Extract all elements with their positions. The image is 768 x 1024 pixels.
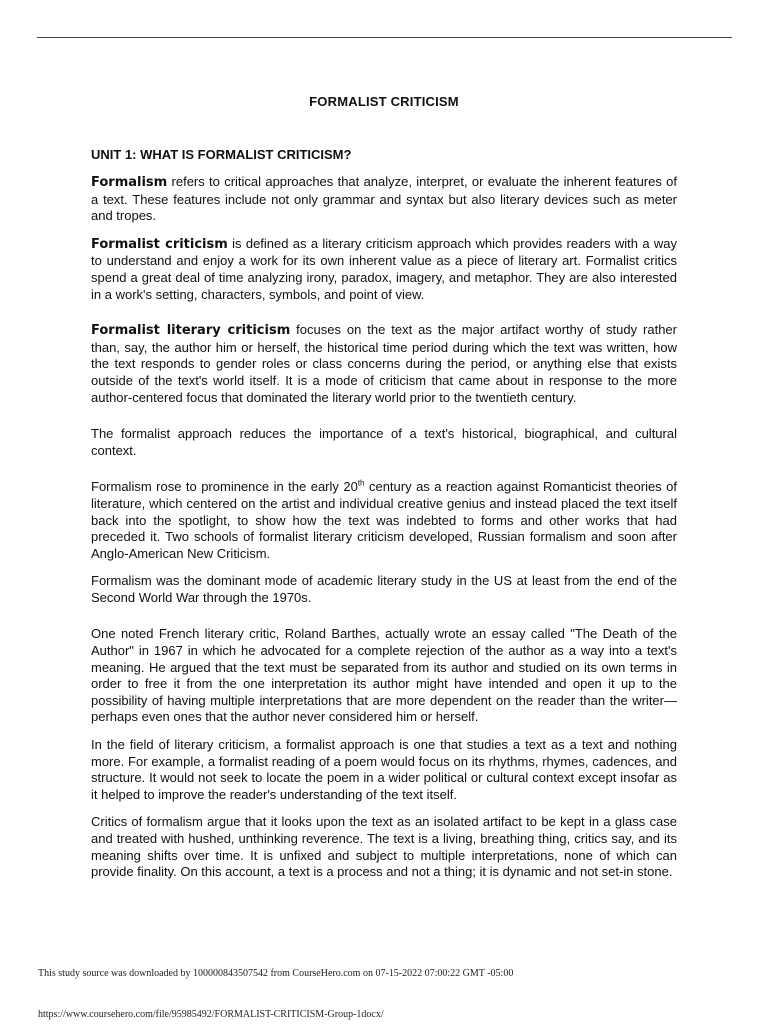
superscript-th: th — [357, 478, 365, 488]
paragraph-lead: Formalist literary criticism — [91, 323, 291, 339]
paragraph-lead: Formalist criticism — [91, 236, 228, 252]
paragraph-formalist-literary-criticism — [91, 322, 677, 406]
paragraph-text: In the field of literary criticism, a formalist approach is one that studies a text as a text and nothing more. For example, a formalist reading of a poem would focus on its rhythms, rhymes, cadences, and structure. It would not seek to locate the poem in a wider political or cultural context except insofar as it helped to improve the reader's understanding of the text itself. — [91, 737, 677, 802]
paragraph-text: is defined as a literary criticism approach which provides readers with a way to understand and enjoy a work for its own inherent value as a piece of literary art. Formalist critics spend a great deal of time analyzing irony, paradox, imagery, and metaphor. They are also interested in a work's setting, characters, symbols, and point of view. — [91, 235, 678, 302]
top-divider — [37, 37, 732, 38]
paragraph-field-of-criticism — [91, 737, 677, 803]
paragraph-critics-of-formalism — [91, 814, 677, 880]
paragraph-roland-barthes — [91, 626, 677, 726]
paragraph-formalist-criticism — [91, 236, 677, 303]
download-note: This study source was downloaded by 100000843507542 from CourseHero.com on 07-15-2022 07:00:22 GMT -05:00 — [38, 968, 514, 979]
paragraph-text: The formalist approach reduces the importance of a text's historical, biographical, and cultural context. — [91, 426, 677, 458]
paragraph-text: refers to critical approaches that analyze, interpret, or evaluate the inherent features of a text. These features include not only grammar and syntax but also literary devices such as meter and tropes. — [91, 174, 677, 224]
paragraph-reduces-importance — [91, 426, 677, 459]
paragraph-text: Formalism rose to prominence in the early 20 — [91, 479, 358, 495]
document-title: FORMALIST CRITICISM — [309, 94, 459, 109]
paragraph-lead: Formalism — [91, 175, 168, 190]
paragraph-text: Formalism was the dominant mode of academic literary study in the US at least from the end of the Second World War through the 1970s. — [91, 573, 677, 605]
document-body — [91, 84, 677, 881]
paragraph-text: century as a reaction against Romanticist theories of literature, which centered on the artist and individual creative genius and instead placed the text itself back into the spotlight, to show how the text was indebted to forms and other works that had preceded it. Two schools of formalist literary criticism developed, Russian formalism and soon after Anglo-American New Criticism. — [91, 479, 677, 561]
unit-heading: UNIT 1: WHAT IS FORMALIST CRITICISM? — [91, 147, 352, 162]
paragraph-text: Critics of formalism argue that it looks upon the text as an isolated artifact to be kept in a glass case and treated with hushed, unthinking reverence. The text is a living, breathing thing, critics say, and its meaning shifts over time. It is unfixed and subject to multiple interpretations, none of which can provide finality. On this account, a text is a process and not a thing; it is dynamic and not set-in stone. — [91, 814, 677, 880]
paragraph-formalism — [91, 174, 677, 225]
paragraph-dominant-mode — [91, 573, 677, 606]
paragraph-rose-to-prominence — [91, 479, 677, 562]
source-url[interactable]: https://www.coursehero.com/file/95985492/FORMALIST-CRITICISM-Group-1docx/ — [38, 1009, 384, 1020]
paragraph-text: One noted French literary critic, Roland Barthes, actually wrote an essay called "The Death of the Author" in 1967 in which he advocated for a complete rejection of the author as a way into a text's meaning. He argued that the text must be separated from its author and studied on its own terms in order to free it from the one interpretation its author might have intended and open it up to the possibility of having multiple interpretations that are more dependent on the reader than the writer—perhaps even ones that the author never considered him or herself. — [91, 626, 677, 725]
paragraph-text: focuses on the text as the major artifact worthy of study rather than, say, the author him or herself, the historical time period during which the text was written, how the text responds to gender roles or class concerns during the period, or anything else that exists outside of the text's world itself. It is a mode of criticism that came about in response to the more author-centered focus that dominated the literary world prior to the twentieth century. — [91, 322, 677, 405]
